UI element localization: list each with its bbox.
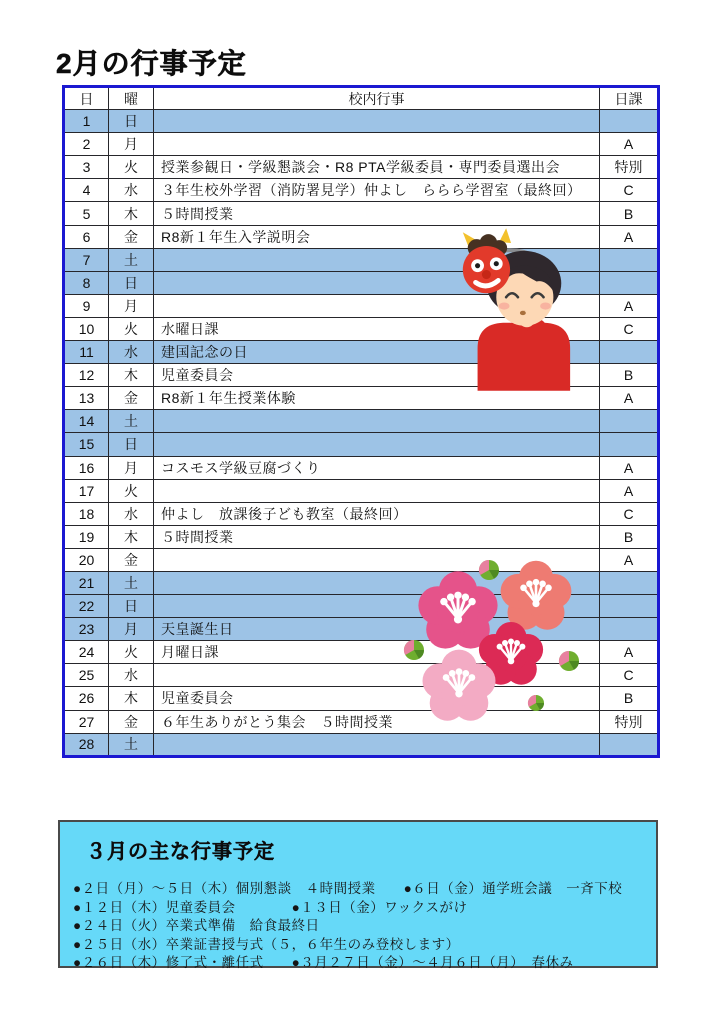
- cell-day: 10: [64, 317, 109, 340]
- cell-weekday: 金: [109, 548, 154, 571]
- cell-day: 4: [64, 179, 109, 202]
- cell-day: 16: [64, 456, 109, 479]
- cell-weekday: 木: [109, 202, 154, 225]
- cell-weekday: 金: [109, 225, 154, 248]
- calendar-row-18: [64, 502, 659, 525]
- cell-day: 21: [64, 571, 109, 594]
- calendar-row-13: [64, 387, 659, 410]
- cell-schedule: C: [600, 179, 659, 202]
- calendar-row-15: [64, 433, 659, 456]
- cell-day: 6: [64, 225, 109, 248]
- column-header-events: 校内行事: [154, 87, 600, 110]
- cell-schedule: A: [600, 387, 659, 410]
- cell-day: 13: [64, 387, 109, 410]
- calendar-row-6: [64, 225, 659, 248]
- cell-schedule: A: [600, 225, 659, 248]
- cell-weekday: 木: [109, 687, 154, 710]
- column-header-schedule: 日課: [600, 87, 659, 110]
- cell-weekday: 日: [109, 110, 154, 133]
- cell-event: 児童委員会: [154, 364, 600, 387]
- cell-event: [154, 571, 600, 594]
- cell-weekday: 日: [109, 271, 154, 294]
- calendar-row-21: [64, 571, 659, 594]
- cell-weekday: 土: [109, 571, 154, 594]
- cell-schedule: A: [600, 641, 659, 664]
- cell-weekday: 水: [109, 341, 154, 364]
- cell-schedule: C: [600, 317, 659, 340]
- march-title: ３月の主な行事予定: [86, 841, 275, 863]
- cell-weekday: 水: [109, 179, 154, 202]
- calendar-row-16: [64, 456, 659, 479]
- cell-weekday: 火: [109, 479, 154, 502]
- cell-schedule: C: [600, 664, 659, 687]
- cell-day: 7: [64, 248, 109, 271]
- cell-weekday: 日: [109, 595, 154, 618]
- cell-event: [154, 733, 600, 756]
- calendar-row-19: [64, 525, 659, 548]
- calendar-row-20: [64, 548, 659, 571]
- march-line-1: ●２日（月）～５日（木）個別懇談 ４時間授業 ●６日（金）通学班会議 一斉下校: [73, 881, 623, 896]
- column-header-weekday: 曜: [109, 87, 154, 110]
- cell-schedule: C: [600, 502, 659, 525]
- cell-event: 仲よし 放課後子ども教室（最終回）: [154, 502, 600, 525]
- cell-weekday: 木: [109, 525, 154, 548]
- cell-event: 月曜日課: [154, 641, 600, 664]
- cell-day: 22: [64, 595, 109, 618]
- calendar-row-7: [64, 248, 659, 271]
- march-lines: [73, 880, 656, 973]
- cell-weekday: 金: [109, 387, 154, 410]
- cell-event: [154, 548, 600, 571]
- cell-schedule: [600, 733, 659, 756]
- cell-day: 11: [64, 341, 109, 364]
- cell-event: [154, 133, 600, 156]
- cell-schedule: A: [600, 133, 659, 156]
- february-calendar-table: [62, 85, 660, 758]
- cell-weekday: 月: [109, 294, 154, 317]
- cell-event: [154, 110, 600, 133]
- cell-day: 3: [64, 156, 109, 179]
- calendar-body: [64, 110, 659, 757]
- calendar-row-23: [64, 618, 659, 641]
- calendar-row-25: [64, 664, 659, 687]
- cell-schedule: [600, 410, 659, 433]
- cell-event: ３年生校外学習（消防署見学）仲よし ららら学習室（最終回）: [154, 179, 600, 202]
- cell-day: 18: [64, 502, 109, 525]
- cell-weekday: 月: [109, 456, 154, 479]
- cell-event: [154, 595, 600, 618]
- cell-schedule: B: [600, 525, 659, 548]
- cell-schedule: B: [600, 364, 659, 387]
- cell-day: 15: [64, 433, 109, 456]
- cell-day: 2: [64, 133, 109, 156]
- calendar-row-10: [64, 317, 659, 340]
- cell-day: 23: [64, 618, 109, 641]
- march-line-3: ●２４日（火）卒業式準備 給食最終日: [73, 918, 320, 934]
- cell-weekday: 火: [109, 317, 154, 340]
- cell-schedule: [600, 271, 659, 294]
- calendar-row-9: [64, 294, 659, 317]
- cell-weekday: 水: [109, 664, 154, 687]
- cell-event: [154, 433, 600, 456]
- cell-event: ６年生ありがとう集会 ５時間授業: [154, 710, 600, 733]
- calendar-row-26: [64, 687, 659, 710]
- march-schedule-box: [58, 820, 658, 971]
- cell-event: [154, 248, 600, 271]
- cell-day: 17: [64, 479, 109, 502]
- cell-event: [154, 294, 600, 317]
- cell-event: ５時間授業: [154, 202, 600, 225]
- calendar-row-12: [64, 364, 659, 387]
- calendar-row-22: [64, 595, 659, 618]
- calendar-row-17: [64, 479, 659, 502]
- cell-schedule: [600, 110, 659, 133]
- march-line-5: ●２６日（木）修了式・離任式 ●３月２７日（金）～４月６日（月） 春休み: [73, 955, 574, 971]
- cell-event: ５時間授業: [154, 525, 600, 548]
- cell-event: R8新１年生入学説明会: [154, 225, 600, 248]
- cell-day: 25: [64, 664, 109, 687]
- cell-schedule: [600, 248, 659, 271]
- cell-weekday: 土: [109, 733, 154, 756]
- cell-weekday: 月: [109, 618, 154, 641]
- cell-event: [154, 271, 600, 294]
- march-line-2: ●１２日（木）児童委員会 ●１３日（金）ワックスがけ: [73, 899, 468, 915]
- cell-schedule: [600, 571, 659, 594]
- cell-event: [154, 410, 600, 433]
- cell-schedule: 特別: [600, 156, 659, 179]
- column-header-day: 日: [64, 87, 109, 110]
- cell-schedule: 特別: [600, 710, 659, 733]
- cell-schedule: [600, 595, 659, 618]
- page-title: 2月の行事予定: [56, 48, 247, 79]
- calendar-row-2: [64, 133, 659, 156]
- calendar-row-4: [64, 179, 659, 202]
- march-line-4: ●２５日（水）卒業証書授与式（５，６年生のみ登校します）: [73, 936, 460, 952]
- cell-schedule: [600, 433, 659, 456]
- cell-day: 20: [64, 548, 109, 571]
- cell-weekday: 木: [109, 364, 154, 387]
- cell-event: [154, 664, 600, 687]
- cell-day: 5: [64, 202, 109, 225]
- cell-schedule: A: [600, 294, 659, 317]
- cell-event: R8新１年生授業体験: [154, 387, 600, 410]
- cell-schedule: A: [600, 548, 659, 571]
- cell-event: 授業参観日・学級懇談会・R8 PTA学級委員・専門委員選出会: [154, 156, 600, 179]
- calendar-row-5: [64, 202, 659, 225]
- cell-schedule: [600, 341, 659, 364]
- cell-event: 天皇誕生日: [154, 618, 600, 641]
- cell-schedule: B: [600, 687, 659, 710]
- calendar-row-27: [64, 710, 659, 733]
- calendar-row-11: [64, 341, 659, 364]
- cell-event: コスモス学級豆腐づくり: [154, 456, 600, 479]
- cell-day: 24: [64, 641, 109, 664]
- cell-weekday: 月: [109, 133, 154, 156]
- cell-weekday: 水: [109, 502, 154, 525]
- cell-weekday: 火: [109, 156, 154, 179]
- cell-day: 26: [64, 687, 109, 710]
- calendar-row-1: [64, 110, 659, 133]
- cell-day: 8: [64, 271, 109, 294]
- cell-event: [154, 479, 600, 502]
- cell-schedule: [600, 618, 659, 641]
- cell-schedule: A: [600, 456, 659, 479]
- cell-day: 14: [64, 410, 109, 433]
- calendar-row-3: [64, 156, 659, 179]
- cell-schedule: B: [600, 202, 659, 225]
- calendar-row-28: [64, 733, 659, 756]
- cell-event: 建国記念の日: [154, 341, 600, 364]
- cell-weekday: 土: [109, 410, 154, 433]
- calendar-row-14: [64, 410, 659, 433]
- cell-day: 9: [64, 294, 109, 317]
- cell-weekday: 金: [109, 710, 154, 733]
- calendar-header-row: [64, 87, 659, 110]
- cell-event: 児童委員会: [154, 687, 600, 710]
- calendar-row-8: [64, 271, 659, 294]
- calendar-row-24: [64, 641, 659, 664]
- cell-event: 水曜日課: [154, 317, 600, 340]
- cell-day: 28: [64, 733, 109, 756]
- cell-weekday: 土: [109, 248, 154, 271]
- cell-schedule: A: [600, 479, 659, 502]
- cell-day: 1: [64, 110, 109, 133]
- cell-day: 27: [64, 710, 109, 733]
- cell-weekday: 日: [109, 433, 154, 456]
- cell-day: 12: [64, 364, 109, 387]
- cell-weekday: 火: [109, 641, 154, 664]
- cell-day: 19: [64, 525, 109, 548]
